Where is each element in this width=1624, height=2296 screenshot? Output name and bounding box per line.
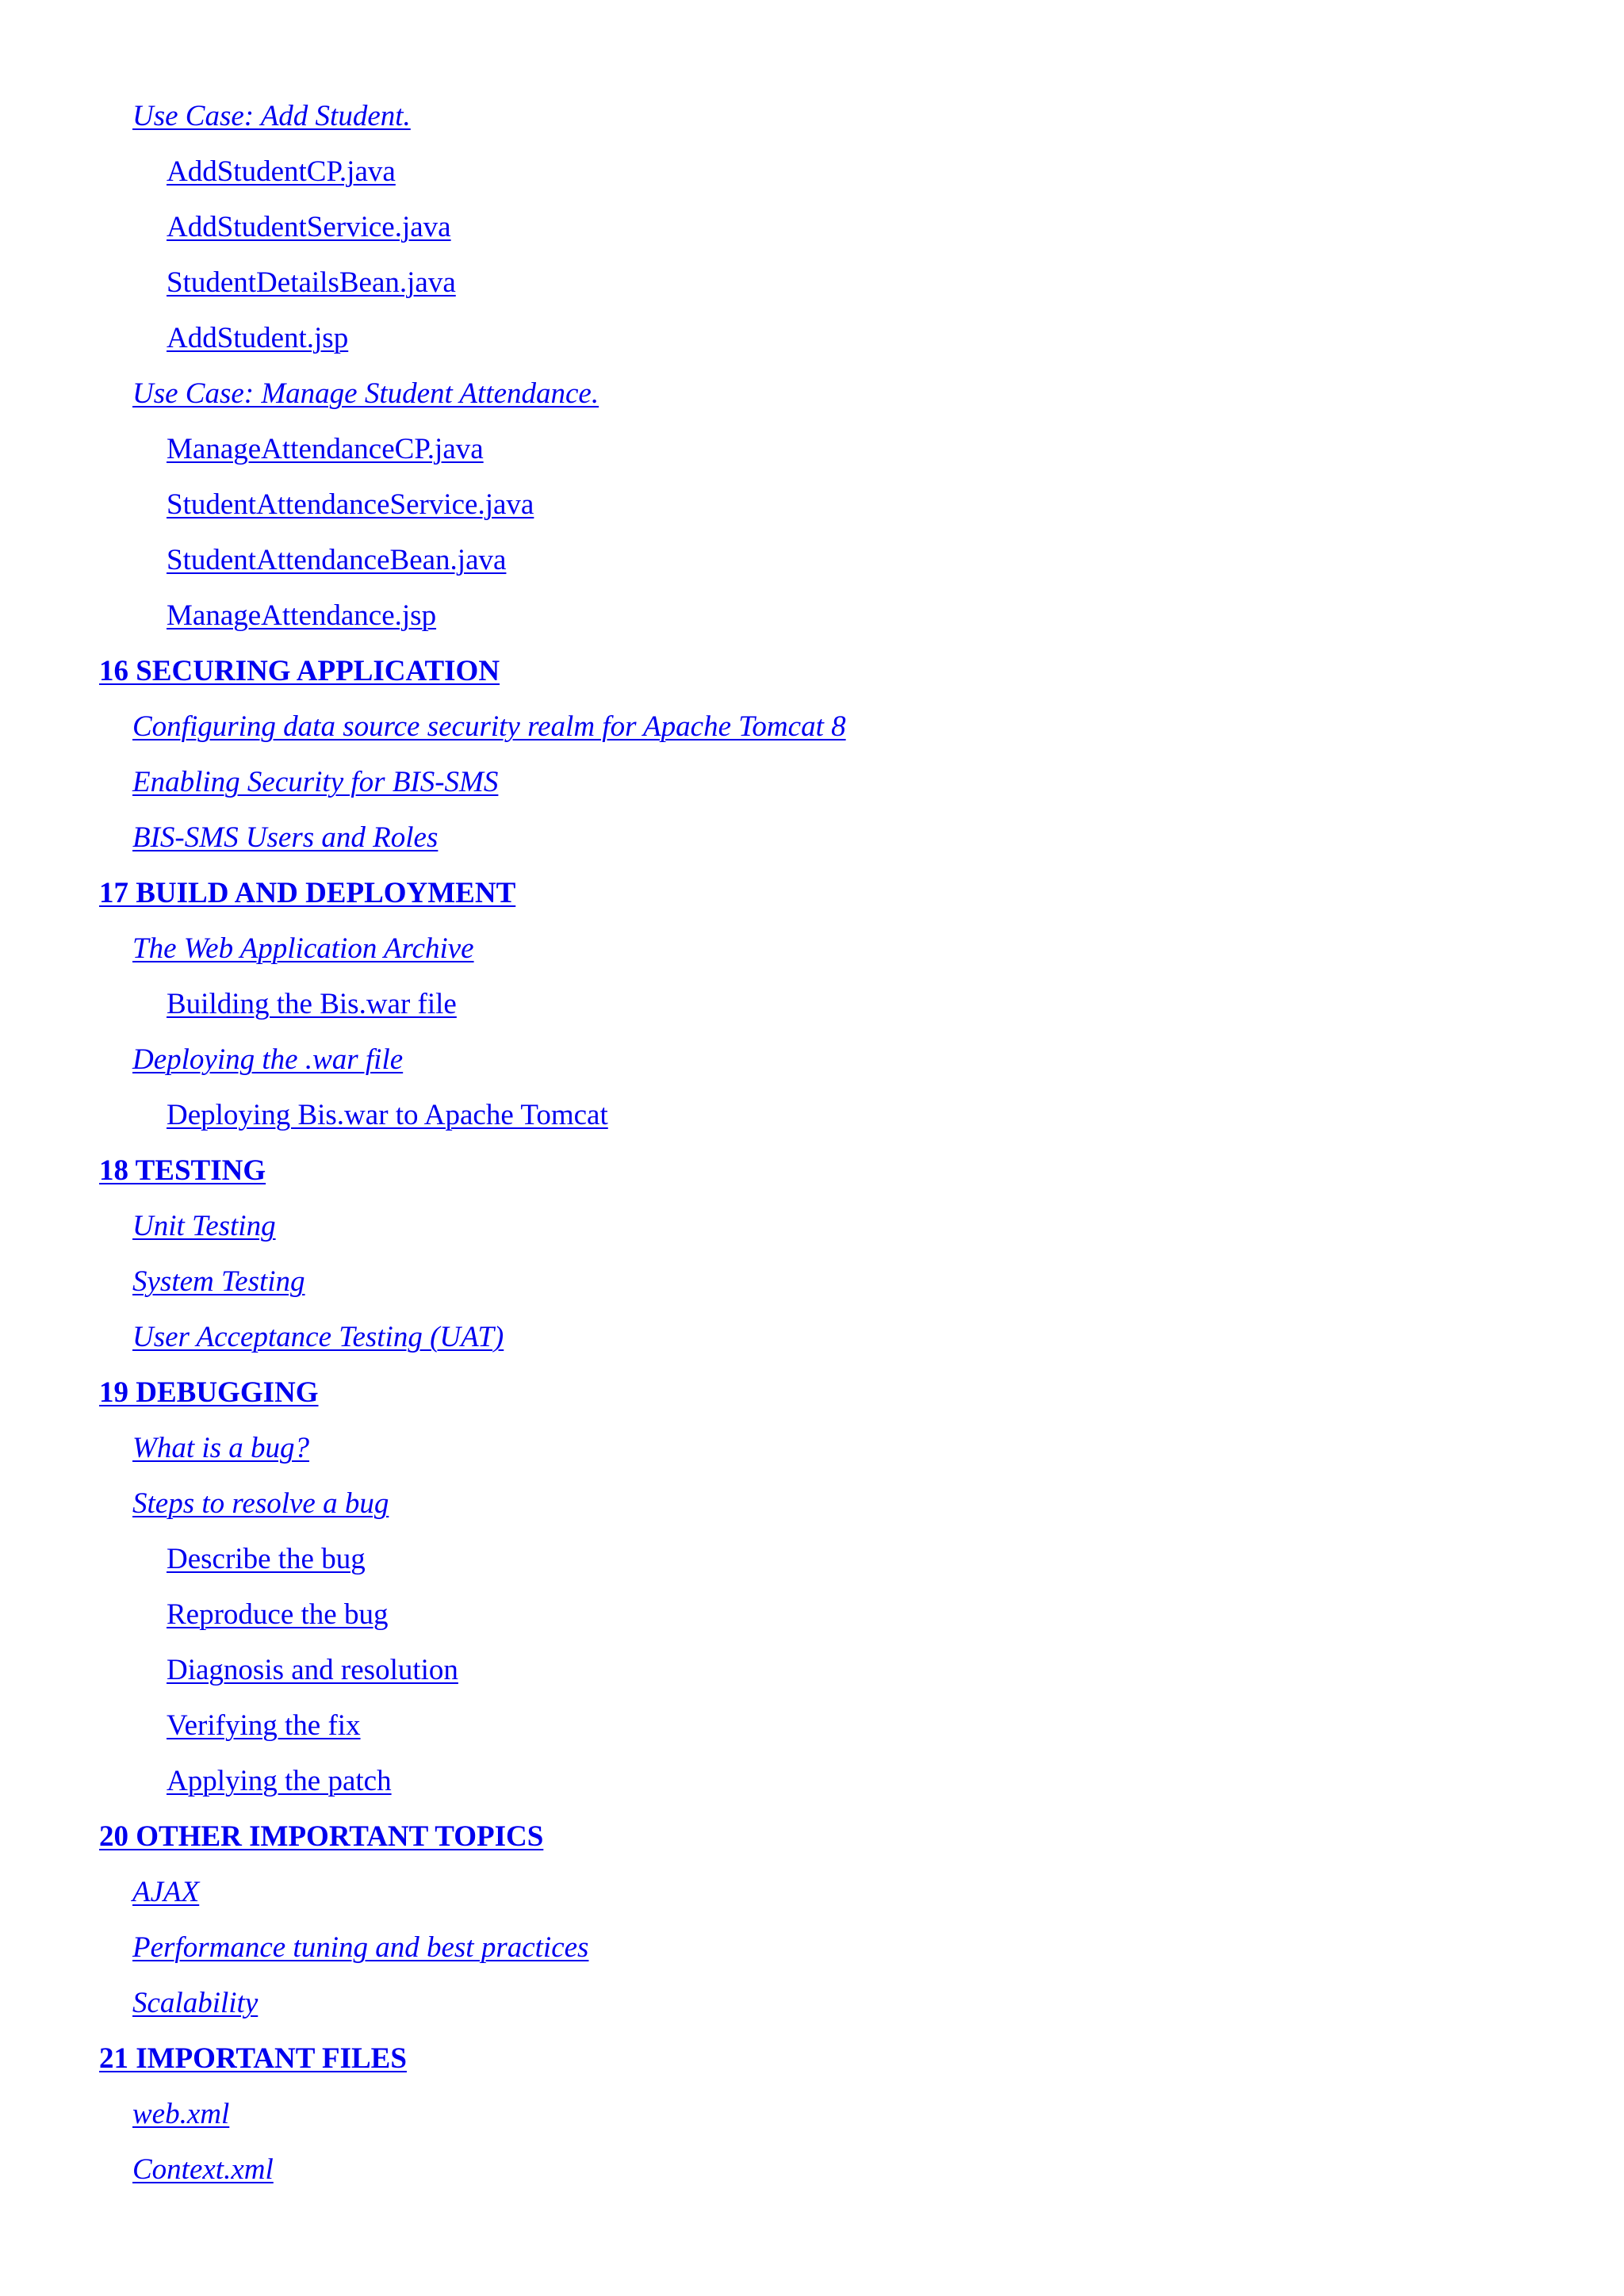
toc-entry [0,255,1624,311]
toc-link[interactable]: System Testing [132,1265,305,1298]
toc-link[interactable]: ManageAttendance.jsp [167,599,437,632]
toc-link[interactable]: Describe the bug [167,1543,366,1575]
toc-link[interactable]: AddStudentCP.java [167,155,396,188]
toc-entry [0,1088,1624,1143]
toc-entry [0,1587,1624,1643]
toc-link[interactable]: StudentDetailsBean.java [167,266,456,299]
toc-link[interactable]: Steps to resolve a bug [132,1487,389,1520]
toc-entry [0,810,1624,866]
toc-link[interactable]: AddStudent.jsp [167,322,349,354]
toc-entry [0,200,1624,255]
toc-link[interactable]: Deploying the .war file [132,1043,404,1076]
toc-link[interactable]: Reproduce the bug [167,1598,389,1631]
toc-entry [0,1199,1624,1254]
toc-entry [0,921,1624,977]
toc-chapter [0,2031,1624,2087]
toc-entry [0,699,1624,755]
toc-chapter-link[interactable]: 17 BUILD AND DEPLOYMENT [99,877,516,909]
toc-entry [0,977,1624,1032]
toc-link[interactable]: StudentAttendanceService.java [167,488,534,521]
toc-entry [0,366,1624,422]
toc-entry [0,89,1624,144]
toc-entry [0,1698,1624,1754]
toc-link[interactable]: Verifying the fix [167,1709,361,1742]
toc-entry [0,1754,1624,1809]
toc-chapter [0,866,1624,921]
toc-link[interactable]: BIS-SMS Users and Roles [132,821,439,854]
toc-link[interactable]: Diagnosis and resolution [167,1654,458,1686]
toc-entry [0,1476,1624,1532]
toc-entry [0,1920,1624,1976]
toc-chapter-link[interactable]: 19 DEBUGGING [99,1376,319,1409]
toc-entry [0,422,1624,477]
toc-link[interactable]: Scalability [132,1987,259,2019]
toc-entry [0,1032,1624,1088]
toc-entry [0,2142,1624,2198]
toc-chapter-link[interactable]: 20 OTHER IMPORTANT TOPICS [99,1820,544,1853]
toc-link[interactable]: Configuring data source security realm for Apache Tomcat 8 [132,710,846,743]
toc-entry [0,1421,1624,1476]
toc-entry [0,1865,1624,1920]
toc-entry [0,144,1624,200]
toc-entry [0,533,1624,588]
toc-link[interactable]: Unit Testing [132,1210,276,1242]
toc-link[interactable]: The Web Application Archive [132,932,474,965]
toc-entry [0,1310,1624,1365]
toc-entry [0,1976,1624,2031]
toc-link[interactable]: ManageAttendanceCP.java [167,433,484,465]
toc-chapter-link[interactable]: 16 SECURING APPLICATION [99,655,500,687]
toc-entry [0,755,1624,810]
toc-link[interactable]: Applying the patch [167,1765,392,1797]
table-of-contents [0,89,1624,2198]
toc-link[interactable]: Performance tuning and best practices [132,1931,589,1964]
toc-chapter [0,1809,1624,1865]
toc-chapter-link[interactable]: 21 IMPORTANT FILES [99,2042,407,2075]
toc-link[interactable]: Enabling Security for BIS-SMS [132,766,499,798]
toc-entry [0,588,1624,644]
toc-link[interactable]: AddStudentService.java [167,211,451,243]
toc-chapter [0,1143,1624,1199]
toc-chapter-link[interactable]: 18 TESTING [99,1154,266,1187]
toc-entry [0,311,1624,366]
toc-chapter [0,1365,1624,1421]
toc-link[interactable]: Building the Bis.war file [167,988,457,1020]
toc-link[interactable]: Context.xml [132,2153,274,2186]
toc-link[interactable]: Use Case: Manage Student Attendance. [132,377,599,410]
toc-link[interactable]: web.xml [132,2098,230,2130]
toc-link[interactable]: What is a bug? [132,1432,310,1464]
toc-chapter [0,644,1624,699]
toc-link[interactable]: Use Case: Add Student. [132,100,411,132]
toc-link[interactable]: Deploying Bis.war to Apache Tomcat [167,1099,608,1131]
toc-link[interactable]: AJAX [132,1876,200,1908]
toc-entry [0,477,1624,533]
toc-entry [0,1643,1624,1698]
toc-entry [0,2087,1624,2142]
toc-entry [0,1254,1624,1310]
toc-link[interactable]: User Acceptance Testing (UAT) [132,1321,504,1353]
toc-link[interactable]: StudentAttendanceBean.java [167,544,507,576]
toc-entry [0,1532,1624,1587]
